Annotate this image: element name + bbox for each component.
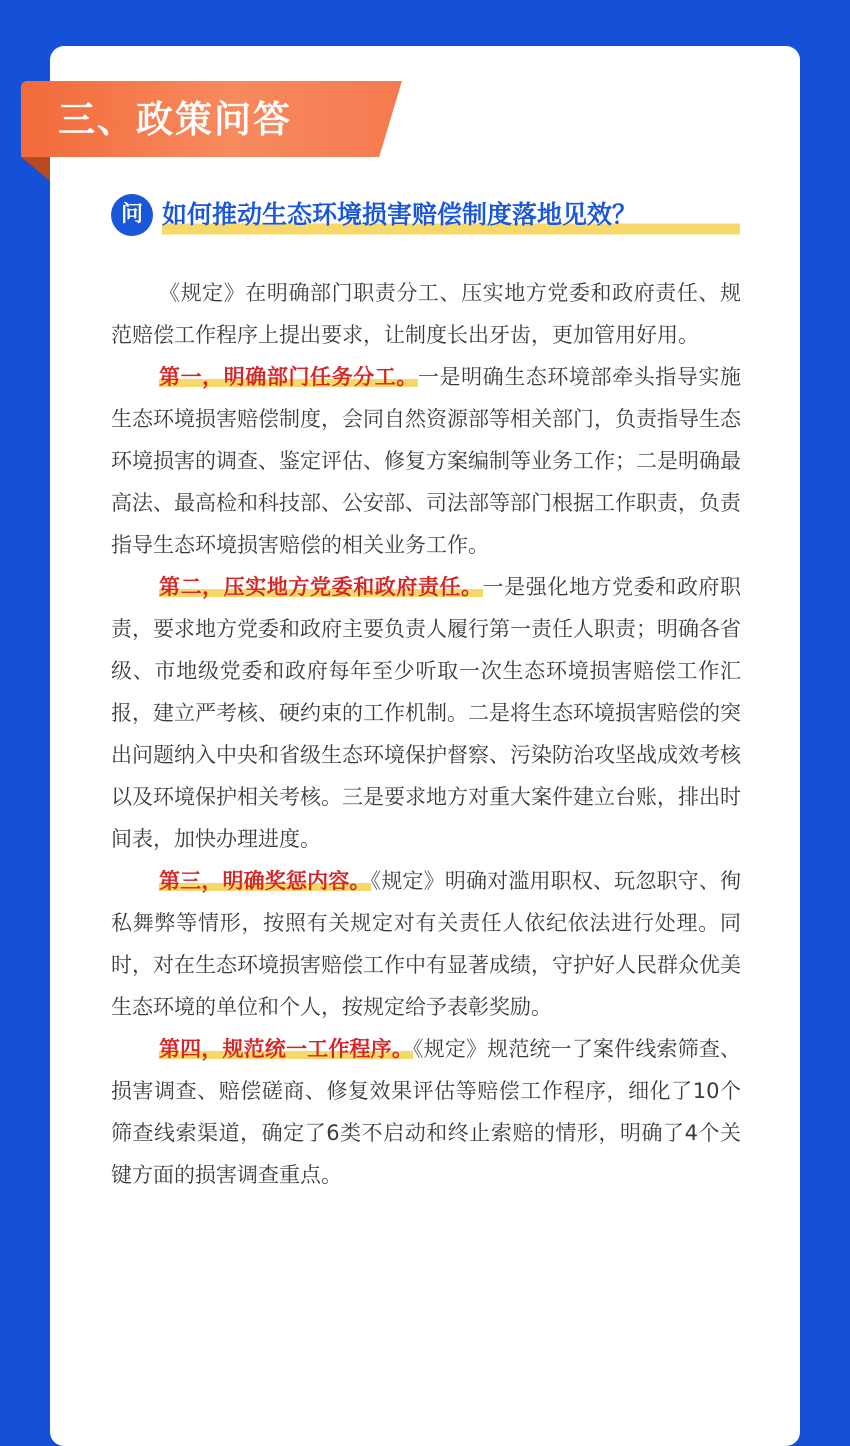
- paragraph-highlight: 第二，压实地方党委和政府责任。: [159, 575, 483, 599]
- paragraph-text: 《规定》在明确部门职责分工、压实地方党委和政府责任、规范赔偿工作程序上提出要求，让制度长出牙齿，更加管用好用。: [111, 281, 741, 347]
- question-heading: 如何推动生态环境损害赔偿制度落地见效？: [162, 195, 740, 237]
- paragraph-highlight: 第四，规范统一工作程序。: [159, 1037, 413, 1061]
- paragraph-text: 《规定》明确对滥用职权、玩忽职守、徇私舞弊等情形，按照有关规定对有关责任人依纪依法进行处理。同时，对在生态环境损害赔偿工作中有显著成绩，守护好人民群众优美生态环境的单位和个人，按规定给予表彰奖励。: [111, 869, 742, 1019]
- paragraph-highlight: 第三，明确奖惩内容。: [159, 869, 371, 893]
- ribbon-fold: [21, 157, 50, 181]
- question-icon: 问: [111, 194, 153, 236]
- paragraph-text: 《规定》规范统一了案件线索筛查、损害调查、赔偿磋商、修复效果评估等赔偿工作程序，细化了10个筛查线索渠道，确定了6类不启动和终止索赔的情形，明确了4个关键方面的损害调查重点。: [111, 1037, 741, 1187]
- paragraph-third: [111, 860, 741, 1028]
- section-title: 三、政策问答: [58, 98, 292, 141]
- article-body: [111, 272, 741, 1196]
- paragraph-first: [111, 356, 741, 566]
- paragraph-highlight: 第一，明确部门任务分工。: [159, 365, 418, 389]
- paragraph-second: [111, 566, 741, 860]
- paragraph-text: 一是明确生态环境部牵头指导实施生态环境损害赔偿制度，会同自然资源部等相关部门，负责指导生态环境损害的调查、鉴定评估、修复方案编制等业务工作；二是明确最高法、最高检和科技部、公安部、司法部等部门根据工作职责，负责指导生态环境损害赔偿的相关业务工作。: [111, 365, 742, 557]
- paragraph-fourth: [111, 1028, 741, 1196]
- paragraph-intro: [111, 272, 741, 356]
- paragraph-text: 一是强化地方党委和政府职责，要求地方党委和政府主要负责人履行第一责任人职责；明确各省级、市地级党委和政府每年至少听取一次生态环境损害赔偿工作汇报，建立严考核、硬约束的工作机制。二是将生态环境损害赔偿的突出问题纳入中央和省级生态环境保护督察、污染防治攻坚战成效考核以及环境保护相关考核。三是要求地方对重大案件建立台账，排出时间表，加快办理进度。: [111, 575, 742, 851]
